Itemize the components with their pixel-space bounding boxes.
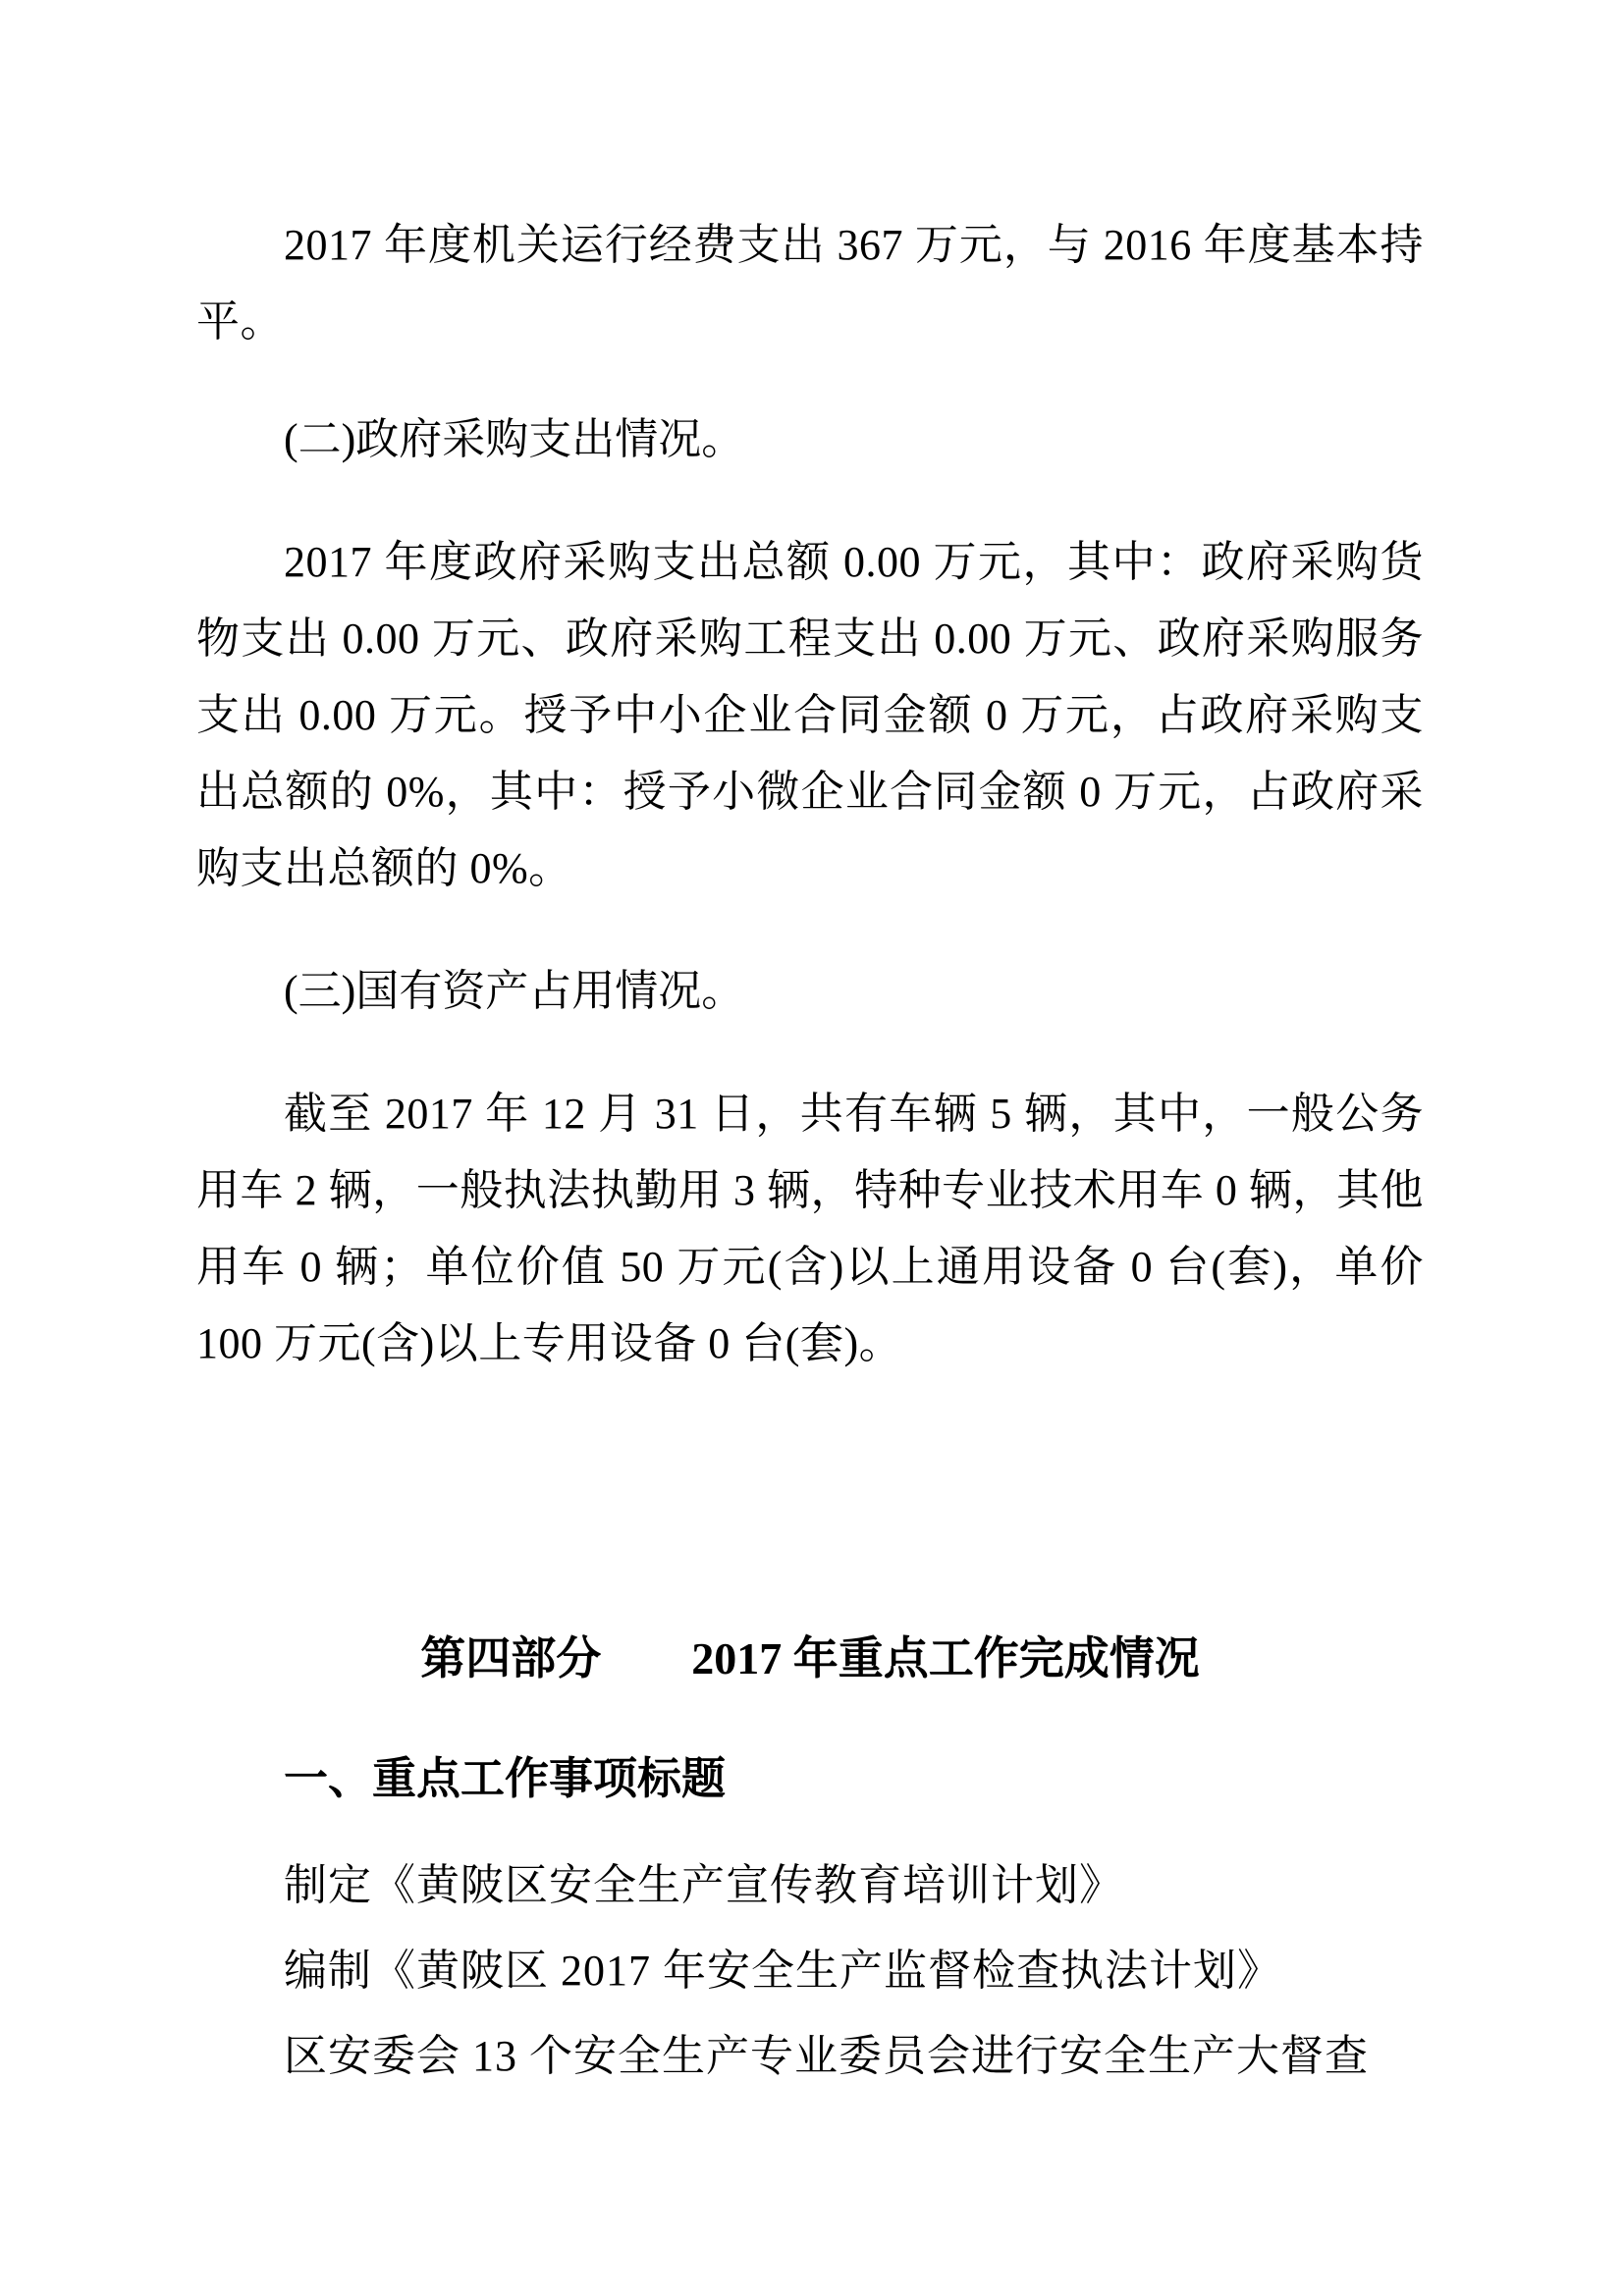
section-heading: 一、重点工作事项标题 <box>284 1753 727 1803</box>
work-item: 制定《黄陂区安全生产宣传教育培训计划》 <box>284 1861 1123 1909</box>
body-line: 截至 2017 年 12 月 31 日，共有车辆 5 辆，其中，一般公务 <box>284 1090 1424 1138</box>
subsection-heading-procurement: (二)政府采购支出情况。 <box>284 415 745 463</box>
body-line: 2017 年度机关运行经费支出 367 万元，与 2016 年度基本持 <box>284 221 1424 269</box>
paragraph-assets <box>196 1076 1424 1382</box>
body-line: 购支出总额的 0%。 <box>196 844 572 892</box>
work-item: 区安委会 13 个安全生产专业委员会进行安全生产大督查 <box>284 2032 1369 2080</box>
paragraph-operating-expense <box>196 207 1424 360</box>
body-line: 平。 <box>196 297 284 346</box>
body-line: 2017 年度政府采购支出总额 0.00 万元，其中：政府采购货 <box>284 538 1424 586</box>
body-line: 用车 0 辆；单位价值 50 万元(含)以上通用设备 0 台(套)，单价 <box>196 1243 1424 1291</box>
body-line: 100 万元(含)以上专用设备 0 台(套)。 <box>196 1319 903 1367</box>
work-item-list <box>196 1842 1424 2099</box>
work-item: 编制《黄陂区 2017 年安全生产监督检查执法计划》 <box>284 1947 1281 1995</box>
body-line: 用车 2 辆，一般执法执勤用 3 辆，特种专业技术用车 0 辆，其他 <box>196 1166 1424 1214</box>
body-line: 物支出 0.00 万元、政府采购工程支出 0.00 万元、政府采购服务 <box>196 614 1424 663</box>
part-heading: 第四部分 2017 年重点工作完成情况 <box>420 1633 1200 1683</box>
body-line: 支出 0.00 万元。授予中小企业合同金额 0 万元，占政府采购支 <box>196 691 1424 739</box>
body-line: 出总额的 0%，其中：授予小微企业合同金额 0 万元，占政府采 <box>196 768 1424 816</box>
subsection-heading-assets: (三)国有资产占用情况。 <box>284 967 745 1015</box>
paragraph-procurement <box>196 524 1424 907</box>
